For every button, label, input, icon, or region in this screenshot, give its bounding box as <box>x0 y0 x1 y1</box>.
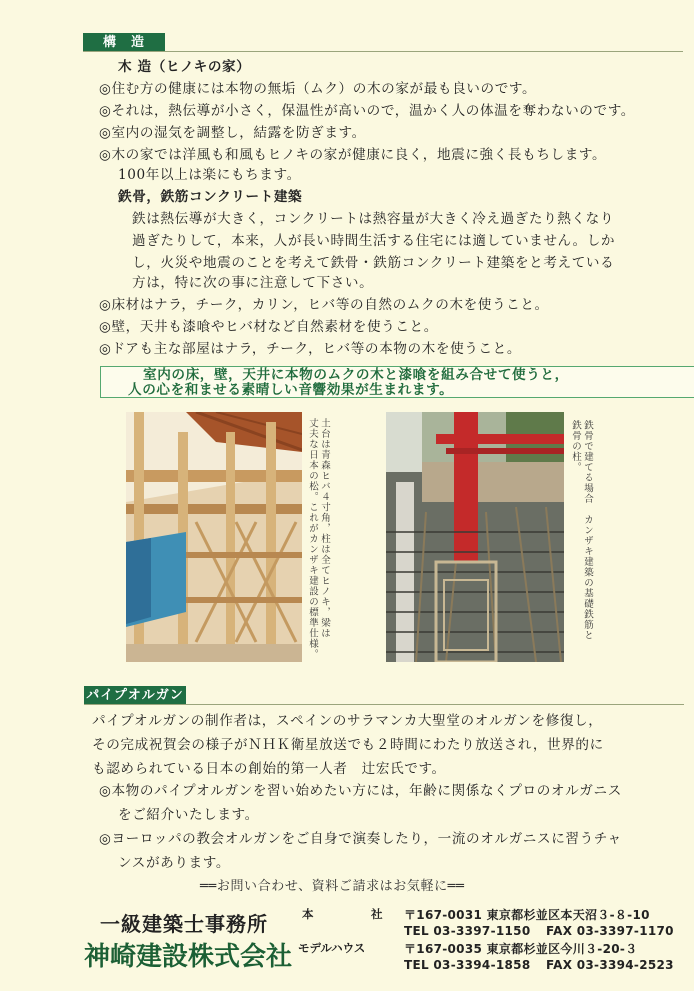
organ-line-5: をご紹介いたします。 <box>118 807 259 823</box>
inquiry-banner: ══お問い合わせ、資料ご請求はお気軽に══ <box>200 879 465 894</box>
steel-line-2: 過ぎたりして，本来，人が長い時間生活する住宅には適していません。しか <box>132 233 616 249</box>
section-divider-organ <box>84 704 684 705</box>
note-line-3: ◎ドアも主な部屋はナラ，チーク，ヒバ等の本物の木を使うこと。 <box>99 341 522 357</box>
section-divider <box>83 51 683 52</box>
organ-line-4: ◎本物のパイプオルガンを習い始めたい方には，年齢に関係なくプロのオルガニス <box>99 783 622 799</box>
steel-line-4: 方は，特に次の事に注意して下さい。 <box>132 275 374 291</box>
wood-heading: 木 造（ヒノキの家） <box>118 59 251 75</box>
wood-caption-line-2: 丈夫な日本の松。これがカンザキ建設の標準仕様。 <box>307 418 318 660</box>
head-office-address: 〒167-0031 東京都杉並区本天沼３-８-10 <box>404 908 650 922</box>
callout-line-1: 室内の床，壁，天井に本物のムクの木と漆喰を組み合せて使うと， <box>143 367 569 383</box>
model-house-tel: TEL 03-3394-1858 <box>404 958 531 972</box>
section-tab-structure: 構 造 <box>83 33 165 52</box>
callout-line-2: 人の心を和ませる素晴しい音響効果が生まれます。 <box>128 382 454 398</box>
acoustic-callout <box>100 366 694 398</box>
model-house-fax: FAX 03-3394-2523 <box>546 958 674 972</box>
organ-line-3: も認められている日本の創始的第一人者 辻宏氏です。 <box>92 761 446 777</box>
organ-line-2: その完成祝賀会の様子がＮＨＫ衛星放送でも２時間にわたり放送され，世界的に <box>92 737 604 753</box>
model-house-label: モデルハウス <box>298 941 366 955</box>
steel-caption-line-1: 鉄骨で建てる場合 カンザキ建築の基礎鉄筋と <box>582 420 593 641</box>
wood-line-4: ◎木の家では洋風も和風もヒノキの家が健康に良く，地震に強く長もちします。 <box>99 147 607 163</box>
head-office-fax: FAX 03-3397-1170 <box>546 924 674 938</box>
steel-frame-photo <box>386 412 564 662</box>
steel-caption-line-2: 鉄骨の柱。 <box>570 420 581 473</box>
steel-frame-illustration <box>386 412 564 662</box>
wood-line-1: ◎住む方の健康には本物の無垢（ムク）の木の家が最も良いのです。 <box>99 81 537 97</box>
company-type: 一級建築士事務所 <box>100 912 268 936</box>
wood-frame-illustration <box>126 412 302 662</box>
wood-frame-photo <box>126 412 302 662</box>
wood-frame-caption <box>306 418 330 668</box>
organ-line-6: ◎ヨーロッパの教会オルガンをご自身で演奏したり，一流のオルガニスに習うチャ <box>99 831 622 847</box>
steel-line-1: 鉄は熱伝導が大きく，コンクリートは熱容量が大きく冷え過ぎたり熱くなり <box>132 211 615 227</box>
wood-line-3: ◎室内の湿気を調整し，結露を防ぎます。 <box>99 125 366 141</box>
note-line-1: ◎床材はナラ，チーク，カリン，ヒバ等の自然のムクの木を使うこと。 <box>99 297 549 313</box>
company-name: 神崎建設株式会社 <box>84 942 293 972</box>
steel-heading: 鉄骨，鉄筋コンクリート建築 <box>118 189 303 205</box>
head-office-label: 本 社 <box>302 907 383 921</box>
organ-line-7: ンスがあります。 <box>118 855 231 871</box>
note-line-2: ◎壁，天井も漆喰やヒバ材など自然素材を使うこと。 <box>99 319 438 335</box>
steel-line-3: し，火災や地震のことを考えて鉄骨・鉄筋コンクリート建築をと考えている <box>132 255 615 271</box>
steel-frame-caption <box>569 420 593 665</box>
head-office-tel: TEL 03-3397-1150 <box>404 924 531 938</box>
wood-line-2: ◎それは，熱伝導が小さく，保温性が高いので，温かく人の体温を奪わないのです。 <box>99 103 635 119</box>
model-house-address: 〒167-0035 東京都杉並区今川３-20-３ <box>404 942 638 956</box>
wood-line-5: 100年以上は楽にもちます。 <box>118 167 301 183</box>
section-tab-pipe-organ: パイプオルガン <box>84 686 186 705</box>
organ-line-1: パイプオルガンの制作者は，スペインのサラマンカ大聖堂のオルガンを修復し， <box>92 713 603 729</box>
wood-caption-line-1: 土台は青森ヒバ４寸角，柱は全てヒノキ，梁は <box>319 418 330 639</box>
